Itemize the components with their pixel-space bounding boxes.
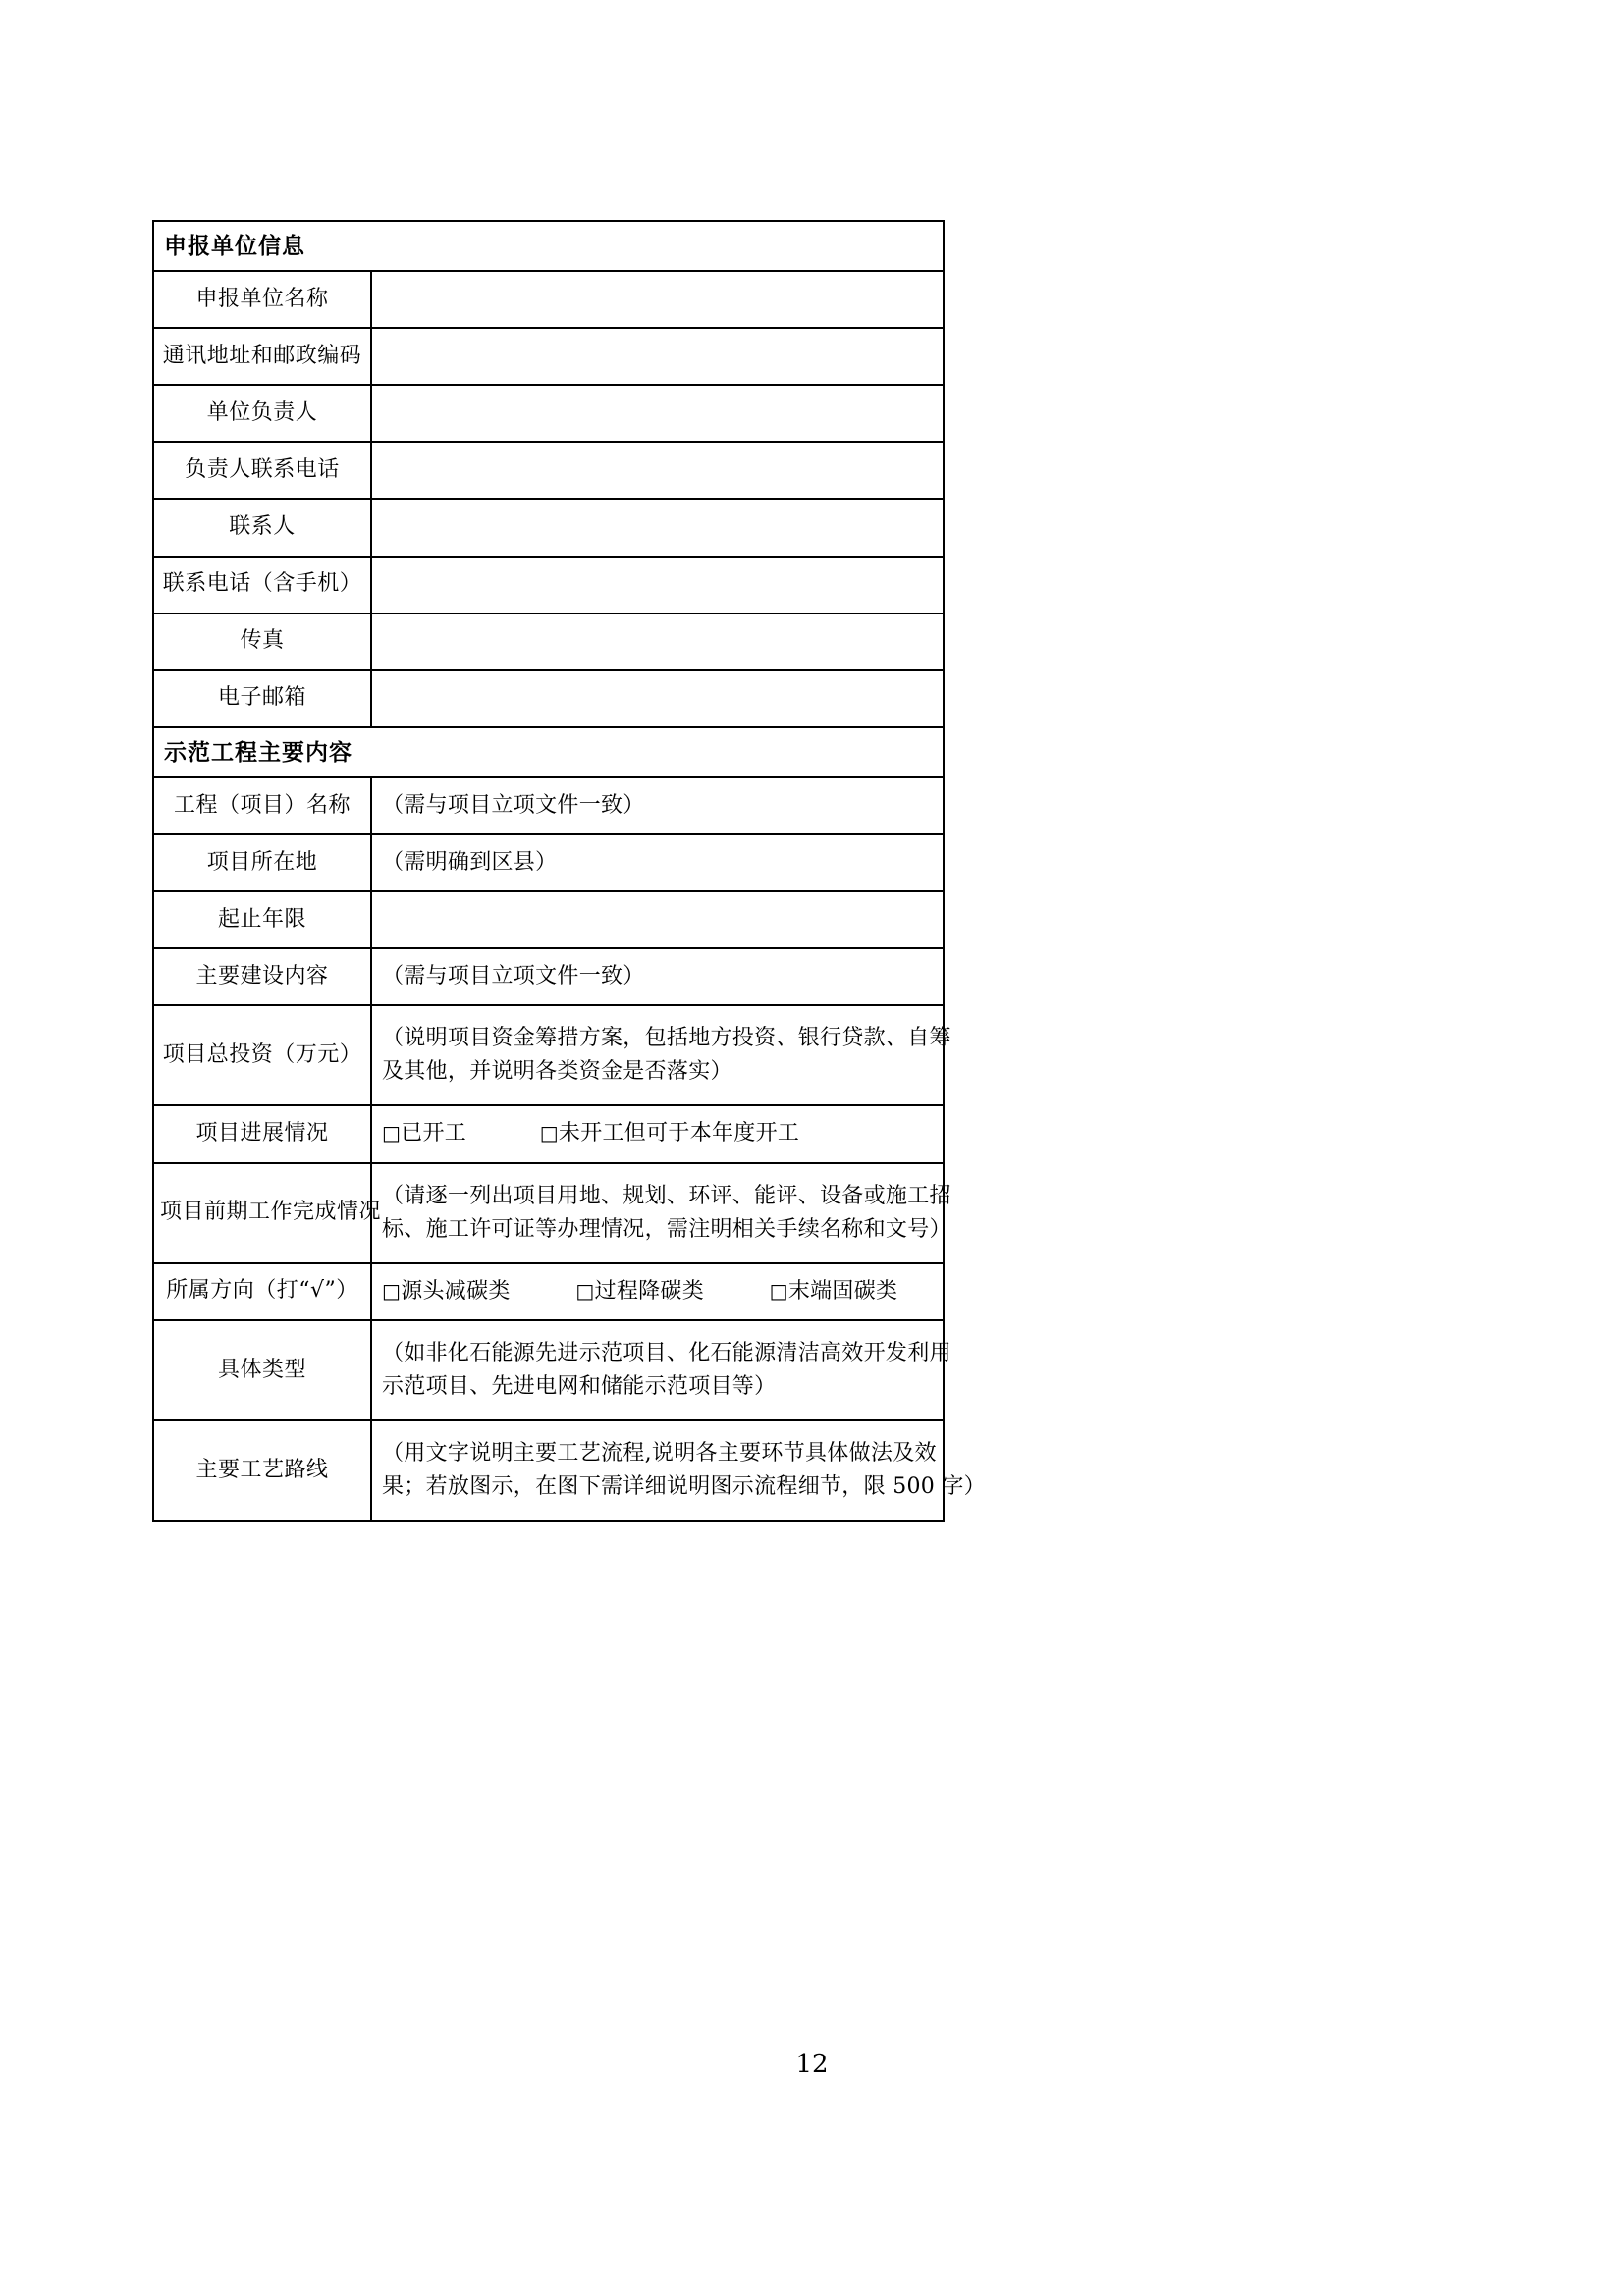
hint-text: （需明确到区县） bbox=[382, 849, 558, 875]
field-value-category-direction bbox=[371, 1263, 944, 1320]
table-row bbox=[153, 948, 944, 1005]
table-row bbox=[153, 1320, 944, 1420]
table-row bbox=[153, 1163, 944, 1263]
section-header-row-applicant-info bbox=[153, 221, 944, 271]
table-row bbox=[153, 557, 944, 614]
checkbox-label: 未开工但可于本年度开工 bbox=[558, 1121, 800, 1147]
field-label-main-process-route: 主要工艺路线 bbox=[153, 1420, 371, 1521]
field-value-email[interactable] bbox=[371, 670, 944, 727]
hint-text-line-2: 示范项目、先进电网和储能示范项目等） bbox=[382, 1373, 777, 1399]
field-value-contact-person[interactable] bbox=[371, 499, 944, 556]
checkbox-option-end-carbon-fixation[interactable] bbox=[770, 1275, 898, 1308]
section-header-project-content: 示范工程主要内容 bbox=[153, 727, 944, 777]
field-value-specific-type[interactable] bbox=[371, 1320, 951, 1420]
checkbox-option-started[interactable] bbox=[382, 1117, 466, 1150]
table-row bbox=[153, 891, 944, 948]
hint-text: （需与项目立项文件一致） bbox=[382, 792, 645, 818]
table-row bbox=[153, 328, 944, 385]
checkbox-label: 已开工 bbox=[401, 1121, 467, 1147]
field-label-main-construction: 主要建设内容 bbox=[153, 948, 371, 1005]
field-label-fax: 传真 bbox=[153, 614, 371, 670]
section-header-row-project-content bbox=[153, 727, 944, 777]
field-label-contact-phone: 联系电话（含手机） bbox=[153, 557, 371, 614]
field-value-project-location[interactable] bbox=[371, 834, 944, 891]
field-label-applicant-name: 申报单位名称 bbox=[153, 271, 371, 328]
form-table-body bbox=[153, 221, 986, 1521]
field-label-project-progress: 项目进展情况 bbox=[153, 1105, 371, 1162]
field-label-contact-person: 联系人 bbox=[153, 499, 371, 556]
checkbox-option-process-carbon-reduction[interactable] bbox=[575, 1275, 704, 1308]
checkbox-icon: □ bbox=[575, 1278, 595, 1303]
field-value-head-phone[interactable] bbox=[371, 442, 944, 499]
table-row bbox=[153, 1263, 944, 1320]
field-label-head-phone: 负责人联系电话 bbox=[153, 442, 371, 499]
form-table bbox=[152, 220, 986, 1522]
checkbox-option-source-carbon-reduction[interactable] bbox=[382, 1275, 511, 1308]
table-row bbox=[153, 442, 944, 499]
checkbox-icon: □ bbox=[382, 1278, 402, 1303]
hint-text-line-1: （说明项目资金筹措方案，包括地方投资、银行贷款、自筹 bbox=[382, 1026, 951, 1051]
hint-text-line-2: 标、施工许可证等办理情况，需注明相关手续名称和文号） bbox=[382, 1216, 951, 1242]
field-label-category-direction: 所属方向（打“√”） bbox=[153, 1263, 371, 1320]
table-row bbox=[153, 1005, 944, 1105]
table-row bbox=[153, 614, 944, 670]
table-row bbox=[153, 385, 944, 442]
field-label-project-period: 起止年限 bbox=[153, 891, 371, 948]
field-label-email: 电子邮箱 bbox=[153, 670, 371, 727]
checkbox-icon: □ bbox=[539, 1121, 559, 1146]
checkbox-icon: □ bbox=[769, 1278, 788, 1303]
hint-text: （需与项目立项文件一致） bbox=[382, 964, 645, 989]
hint-text-line-1: （用文字说明主要工艺流程,说明各主要环节具体做法及效 bbox=[382, 1440, 937, 1466]
field-label-unit-head: 单位负责人 bbox=[153, 385, 371, 442]
hint-text-line-2: 及其他，并说明各类资金是否落实） bbox=[382, 1059, 732, 1085]
field-label-total-investment: 项目总投资（万元） bbox=[153, 1005, 371, 1105]
application-form-table bbox=[152, 220, 986, 1522]
checkbox-icon: □ bbox=[382, 1121, 402, 1146]
section-header-applicant-info: 申报单位信息 bbox=[153, 221, 944, 271]
field-value-applicant-name[interactable] bbox=[371, 271, 944, 328]
field-value-unit-head[interactable] bbox=[371, 385, 944, 442]
checkbox-group-project-progress bbox=[382, 1121, 799, 1146]
field-label-project-location: 项目所在地 bbox=[153, 834, 371, 891]
table-row bbox=[153, 499, 944, 556]
table-row bbox=[153, 271, 944, 328]
field-label-address-postcode: 通讯地址和邮政编码 bbox=[153, 328, 371, 385]
field-value-project-progress bbox=[371, 1105, 944, 1162]
field-value-contact-phone[interactable] bbox=[371, 557, 944, 614]
table-row bbox=[153, 777, 944, 834]
field-value-address-postcode[interactable] bbox=[371, 328, 944, 385]
checkbox-label: 过程降碳类 bbox=[594, 1278, 705, 1304]
table-row bbox=[153, 834, 944, 891]
checkbox-option-not-started[interactable] bbox=[540, 1117, 800, 1150]
checkbox-label: 末端固碳类 bbox=[787, 1278, 898, 1304]
field-value-project-name[interactable] bbox=[371, 777, 944, 834]
table-row bbox=[153, 1420, 944, 1521]
hint-text-line-1: （如非化石能源先进示范项目、化石能源清洁高效开发利用 bbox=[382, 1340, 951, 1365]
table-row bbox=[153, 670, 944, 727]
field-label-specific-type: 具体类型 bbox=[153, 1320, 371, 1420]
field-label-project-name: 工程（项目）名称 bbox=[153, 777, 371, 834]
checkbox-group-category-direction bbox=[382, 1279, 897, 1304]
field-value-main-construction[interactable] bbox=[371, 948, 944, 1005]
field-value-project-period[interactable] bbox=[371, 891, 944, 948]
table-row bbox=[153, 1105, 944, 1162]
field-label-preliminary-work: 项目前期工作完成情况 bbox=[153, 1163, 371, 1263]
field-value-fax[interactable] bbox=[371, 614, 944, 670]
hint-text-line-2: 果；若放图示，在图下需详细说明图示流程细节，限 500 字） bbox=[382, 1474, 986, 1500]
hint-text-line-1: （请逐一列出项目用地、规划、环评、能评、设备或施工招 bbox=[382, 1183, 951, 1208]
field-value-main-process-route[interactable] bbox=[371, 1420, 986, 1521]
field-value-preliminary-work[interactable] bbox=[371, 1163, 951, 1263]
checkbox-label: 源头减碳类 bbox=[401, 1278, 511, 1304]
page-number: 12 bbox=[795, 2050, 829, 2079]
field-value-total-investment[interactable] bbox=[371, 1005, 951, 1105]
